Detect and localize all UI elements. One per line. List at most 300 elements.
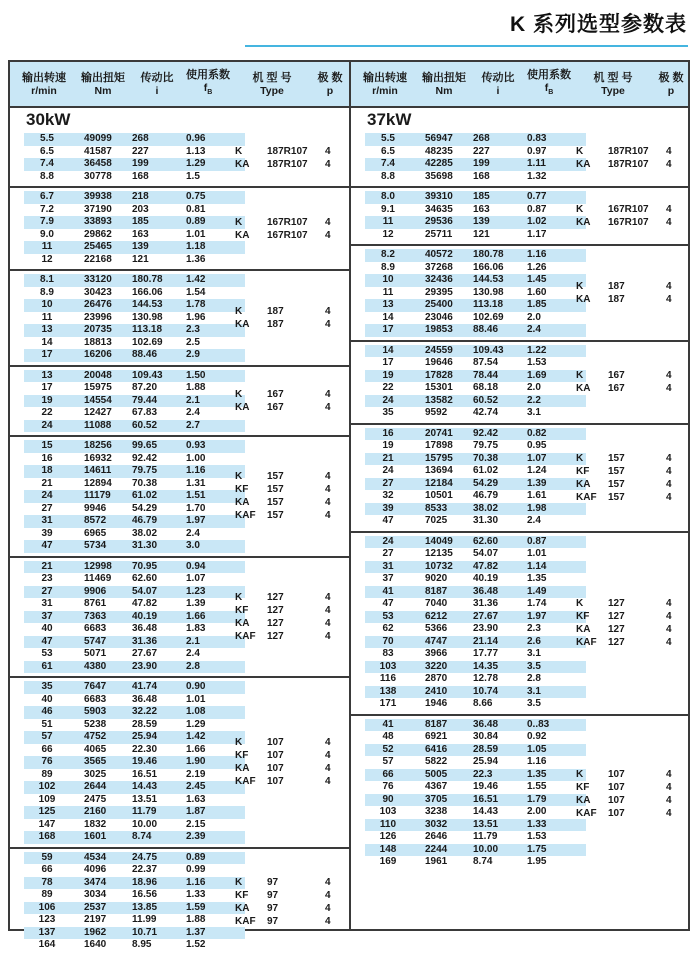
cell-output-speed: 15 (41, 440, 53, 451)
cell-output-speed: 47 (382, 598, 394, 609)
type-prefix: KAF (235, 510, 256, 522)
cell-output-speed: 7.9 (40, 216, 54, 227)
cell-ratio: 16.51 (473, 793, 499, 805)
cell-output-torque: 20741 (425, 427, 453, 439)
table-row (24, 191, 245, 204)
cell-service-factor: 0.92 (527, 731, 547, 742)
type-poles: 4 (325, 737, 331, 749)
cell-output-torque: 42285 (425, 158, 453, 169)
column-header-5 (308, 72, 352, 97)
cell-service-factor: 1.39 (186, 598, 206, 609)
cell-output-torque: 4367 (425, 781, 448, 792)
type-poles: 4 (666, 598, 672, 609)
type-model: 187R107 (267, 159, 308, 170)
cell-ratio: 12.78 (473, 673, 499, 684)
type-prefix: KAF (235, 630, 256, 642)
type-line (576, 216, 682, 229)
cell-output-speed: 8.9 (40, 286, 54, 298)
type-group (576, 130, 682, 186)
cell-ratio: 13.51 (473, 818, 499, 830)
table-row (24, 241, 245, 254)
column-header-sub-main: Type (260, 84, 284, 97)
column-header-sub (521, 82, 577, 99)
cell-output-speed: 41 (382, 718, 394, 730)
cell-output-torque: 22168 (84, 253, 112, 265)
cell-output-torque: 25711 (425, 228, 453, 240)
type-line (235, 915, 341, 928)
cell-ratio: 31.30 (132, 540, 158, 551)
cell-output-speed: 32 (382, 490, 394, 501)
cell-ratio: 79.75 (473, 440, 499, 451)
table-row (365, 249, 586, 262)
type-line (235, 509, 341, 522)
table-row (365, 407, 586, 420)
cell-service-factor: 1.97 (527, 610, 547, 622)
cell-ratio: 268 (132, 133, 149, 144)
cell-service-factor: 2.00 (527, 806, 547, 817)
type-line (235, 145, 341, 158)
table-row (24, 440, 245, 453)
type-prefix: KA (576, 293, 591, 305)
cell-ratio: 14.43 (132, 781, 158, 792)
cell-ratio: 36.48 (473, 718, 499, 730)
cell-service-factor: 1.16 (527, 249, 547, 260)
type-line (576, 636, 682, 649)
cell-service-factor: 2.45 (186, 781, 206, 792)
table-row (24, 889, 245, 902)
table-row (24, 706, 245, 719)
cell-service-factor: 0.89 (186, 851, 206, 863)
cell-output-speed: 47 (382, 515, 394, 526)
type-group (576, 533, 682, 714)
type-poles: 4 (325, 604, 331, 616)
cell-ratio: 46.79 (473, 490, 499, 501)
cell-ratio: 88.46 (132, 349, 158, 360)
type-poles: 4 (325, 510, 331, 522)
type-poles: 4 (666, 781, 672, 793)
column-header-sub-main: r/min (372, 84, 398, 97)
cell-service-factor: 1.87 (186, 806, 206, 817)
type-model: 167R107 (267, 229, 308, 241)
cell-output-speed: 8.2 (381, 249, 395, 260)
block-rows (365, 133, 586, 183)
cell-output-speed: 24 (41, 419, 53, 431)
cell-output-speed: 76 (41, 756, 53, 767)
type-model: 127 (608, 624, 625, 635)
type-poles: 4 (666, 204, 672, 215)
cell-ratio: 32.22 (132, 706, 158, 717)
cell-output-torque: 4534 (84, 851, 107, 863)
type-prefix: KA (576, 794, 591, 806)
column-header-3 (521, 69, 577, 99)
cell-output-speed: 52 (382, 743, 394, 755)
cell-output-torque: 5734 (84, 540, 107, 551)
type-poles: 4 (325, 776, 331, 788)
ratio-block-2 (10, 269, 349, 365)
cell-ratio: 87.54 (473, 357, 499, 368)
type-poles: 4 (666, 637, 672, 648)
table-row (24, 611, 245, 624)
cell-output-speed: 8.8 (40, 170, 54, 182)
type-prefix: KF (235, 484, 249, 496)
cell-output-speed: 39 (41, 527, 53, 539)
cell-output-torque: 32436 (425, 274, 453, 285)
cell-output-torque: 36458 (84, 158, 112, 169)
table-row (365, 744, 586, 757)
table-row (365, 440, 586, 453)
cell-output-speed: 9.0 (40, 228, 54, 240)
column-header-4 (577, 72, 649, 97)
cell-output-speed: 18 (41, 465, 53, 476)
table-row (24, 395, 245, 408)
table-row (365, 133, 586, 146)
column-header-1 (413, 72, 475, 97)
type-model: 107 (608, 781, 625, 793)
table-row (365, 465, 586, 478)
table-row (24, 349, 245, 362)
block-rows (24, 561, 245, 674)
column-header-cn: 机 型 号 (593, 71, 633, 84)
cell-service-factor: 1.49 (527, 585, 547, 597)
cell-service-factor: 2.6 (527, 635, 541, 647)
cell-ratio: 180.78 (473, 249, 504, 260)
table-row (24, 831, 245, 844)
cell-output-torque: 7647 (84, 681, 107, 692)
table-row (365, 146, 586, 159)
cell-output-torque: 6683 (84, 693, 107, 705)
cell-output-speed: 59 (41, 851, 53, 863)
cell-service-factor: 1.35 (527, 768, 547, 780)
type-prefix: K (235, 471, 243, 483)
type-prefix: KA (235, 902, 250, 914)
table-row (24, 287, 245, 300)
cell-ratio: 166.06 (473, 261, 504, 273)
cell-ratio: 113.18 (473, 299, 504, 310)
cell-output-speed: 31 (382, 560, 394, 572)
cell-output-torque: 8187 (425, 585, 448, 597)
cell-service-factor: 1.08 (186, 706, 206, 717)
column-header-cn: 机 型 号 (252, 71, 292, 84)
type-model: 167 (267, 401, 284, 413)
block-rows (24, 133, 245, 183)
cell-output-torque: 2160 (84, 806, 107, 817)
type-group (235, 849, 341, 955)
cell-output-speed: 126 (379, 831, 397, 842)
type-poles: 4 (325, 617, 331, 629)
cell-ratio: 41.74 (132, 681, 158, 692)
column-header-cn: 输出扭矩 (81, 71, 125, 84)
type-model: 187R107 (608, 146, 649, 157)
cell-output-torque: 20048 (84, 369, 112, 381)
type-poles: 4 (666, 383, 672, 394)
table-row (24, 465, 245, 478)
cell-ratio: 40.19 (132, 610, 158, 622)
table-row (365, 719, 586, 732)
cell-output-torque: 2644 (84, 781, 107, 792)
table-row (24, 756, 245, 769)
table-row (24, 939, 245, 952)
cell-service-factor: 0..83 (527, 718, 550, 730)
cell-service-factor: 1.97 (186, 515, 206, 526)
table-row (365, 478, 586, 491)
cell-ratio: 40.19 (473, 573, 499, 584)
cell-output-torque: 8761 (84, 598, 107, 609)
cell-output-speed: 148 (379, 843, 397, 855)
type-line (235, 749, 341, 762)
type-line (235, 401, 341, 414)
cell-output-torque: 17828 (425, 369, 453, 381)
table-row (24, 561, 245, 574)
cell-output-speed: 19 (41, 394, 53, 406)
cell-ratio: 11.79 (473, 831, 498, 842)
table-row (365, 831, 586, 844)
cell-ratio: 36.48 (132, 623, 158, 634)
type-poles: 4 (666, 293, 672, 305)
cell-output-torque: 25400 (425, 299, 453, 310)
table-row (24, 229, 245, 242)
cell-output-torque: 2475 (84, 793, 107, 805)
ratio-block-2 (351, 244, 688, 340)
column-header-cn: 使用系数 (186, 68, 230, 81)
table-row (365, 819, 586, 832)
cell-output-torque: 6212 (425, 610, 448, 622)
type-line (235, 902, 341, 915)
column-header-sub (180, 82, 236, 99)
type-prefix: KF (235, 889, 249, 901)
type-prefix: KA (235, 617, 250, 629)
cell-output-speed: 102 (38, 781, 56, 792)
column-header-sub-main: i (155, 84, 159, 97)
cell-output-torque: 3032 (425, 818, 448, 830)
table-row (365, 611, 586, 624)
table-row (365, 856, 586, 869)
table-row (365, 781, 586, 794)
cell-output-speed: 62 (382, 623, 394, 634)
type-poles: 4 (325, 318, 331, 330)
cell-ratio: 22.30 (132, 743, 158, 755)
type-model: 187 (608, 280, 625, 292)
cell-output-torque: 34635 (425, 203, 453, 215)
column-header-sub-script: B (548, 89, 554, 97)
table-row (365, 312, 586, 325)
column-header-sub (16, 85, 72, 97)
cell-ratio: 10.74 (473, 685, 499, 697)
cell-service-factor: 0.83 (527, 133, 547, 144)
cell-ratio: 60.52 (132, 419, 158, 431)
type-model: 107 (608, 794, 625, 806)
cell-output-speed: 24 (382, 535, 394, 547)
cell-service-factor: 1.63 (186, 793, 206, 805)
type-poles: 4 (325, 159, 331, 170)
cell-ratio: 99.65 (132, 440, 158, 451)
cell-ratio: 62.60 (132, 573, 158, 584)
cell-service-factor: 1.66 (186, 610, 206, 622)
column-header-sub-main: f (544, 81, 549, 94)
cell-ratio: 22.37 (132, 864, 158, 875)
type-group (235, 558, 341, 677)
type-line (576, 158, 682, 171)
table-row (24, 453, 245, 466)
block-rows (24, 440, 245, 553)
cell-output-speed: 19 (382, 369, 394, 381)
cell-ratio: 61.02 (132, 490, 158, 501)
type-group (576, 716, 682, 872)
table-row (24, 274, 245, 287)
cell-ratio: 27.67 (132, 648, 158, 659)
cell-ratio: 28.59 (473, 743, 499, 755)
type-model: 97 (267, 889, 279, 901)
cell-output-torque: 2410 (425, 685, 448, 697)
column-header-sub (236, 85, 308, 97)
cell-service-factor: 0.82 (527, 427, 547, 439)
cell-ratio: 102.69 (473, 311, 504, 323)
type-poles: 4 (325, 591, 331, 603)
cell-service-factor: 2.5 (186, 336, 200, 348)
type-model: 127 (267, 591, 284, 603)
cell-output-torque: 9592 (425, 407, 448, 418)
cell-service-factor: 0.99 (186, 864, 206, 875)
table-row (24, 420, 245, 433)
cell-output-torque: 5238 (84, 718, 107, 730)
table-body (351, 108, 688, 872)
cell-service-factor: 0.89 (186, 216, 206, 227)
cell-output-torque: 3474 (84, 876, 107, 888)
cell-output-torque: 1961 (425, 856, 448, 867)
cell-ratio: 16.51 (132, 768, 158, 780)
cell-output-speed: 61 (41, 660, 53, 672)
selection-table-frame (8, 60, 690, 950)
table-row (365, 216, 586, 229)
cell-ratio: 25.94 (132, 731, 158, 742)
cell-output-torque: 12894 (84, 477, 112, 489)
cell-service-factor: 1.5 (186, 170, 200, 182)
table-row (24, 204, 245, 217)
cell-service-factor: 3.0 (186, 540, 200, 551)
cell-service-factor: 1.02 (527, 216, 547, 227)
type-line (235, 158, 341, 171)
cell-ratio: 121 (473, 228, 490, 240)
cell-output-torque: 10501 (425, 490, 453, 501)
type-line (235, 470, 341, 483)
cell-output-torque: 8572 (84, 515, 107, 526)
column-header-sub-main: Type (601, 84, 625, 97)
cell-output-torque: 5366 (425, 623, 448, 634)
cell-output-torque: 23046 (425, 311, 453, 323)
cell-output-speed: 10 (382, 274, 394, 285)
cell-service-factor: 0.96 (186, 133, 206, 144)
cell-service-factor: 1.88 (186, 914, 206, 925)
column-header-cn: 传动比 (481, 71, 515, 84)
cell-service-factor: 0.95 (527, 440, 547, 451)
cell-ratio: 10.00 (473, 843, 499, 855)
cell-output-speed: 48 (382, 731, 394, 742)
cell-ratio: 8.66 (473, 698, 493, 709)
table-row (365, 382, 586, 395)
cell-service-factor: 1.55 (527, 781, 547, 792)
cell-ratio: 54.29 (132, 502, 158, 514)
cell-output-speed: 47 (41, 635, 53, 647)
table-row (24, 852, 245, 865)
table-row (24, 927, 245, 940)
type-prefix: KA (235, 401, 250, 413)
cell-service-factor: 1.32 (527, 170, 547, 182)
cell-service-factor: 1.24 (527, 465, 547, 476)
type-poles: 4 (325, 876, 331, 888)
type-line (576, 610, 682, 623)
column-header-1 (72, 72, 134, 97)
block-rows (365, 249, 586, 337)
cell-output-speed: 78 (41, 876, 53, 888)
cell-output-torque: 16206 (84, 349, 112, 360)
cell-service-factor: 3.1 (527, 407, 541, 418)
cell-service-factor: 1.13 (186, 145, 206, 157)
table-row (365, 844, 586, 857)
type-model: 97 (267, 902, 279, 914)
type-group (235, 130, 341, 186)
cell-output-speed: 7.4 (40, 158, 54, 169)
type-group (235, 367, 341, 436)
cell-output-speed: 138 (379, 685, 397, 697)
cell-output-torque: 19646 (425, 357, 453, 368)
table-row (24, 407, 245, 420)
cell-output-speed: 11 (41, 241, 53, 252)
cell-service-factor: 2.3 (186, 324, 200, 335)
type-line (235, 229, 341, 242)
cell-ratio: 87.20 (132, 382, 158, 393)
cell-service-factor: 2.4 (186, 527, 200, 539)
cell-service-factor: 1.79 (527, 793, 547, 805)
table-row (365, 191, 586, 204)
cell-ratio: 47.82 (132, 598, 158, 609)
cell-output-speed: 23 (41, 573, 53, 584)
cell-output-speed: 8.8 (381, 170, 395, 182)
cell-ratio: 13.51 (132, 793, 158, 805)
type-prefix: KF (576, 781, 590, 793)
type-model: 97 (267, 876, 279, 888)
cell-output-torque: 7363 (84, 610, 107, 622)
column-header-sub-main: r/min (31, 84, 57, 97)
cell-ratio: 31.36 (473, 598, 499, 609)
cell-ratio: 166.06 (132, 286, 163, 298)
type-line (235, 604, 341, 617)
cell-service-factor: 2.15 (186, 818, 206, 830)
cell-service-factor: 2.2 (527, 394, 541, 406)
cell-ratio: 102.69 (132, 336, 163, 348)
ratio-block-1 (351, 186, 688, 244)
type-group (235, 678, 341, 847)
cell-output-speed: 57 (41, 731, 53, 742)
type-model: 107 (608, 768, 625, 780)
column-header-sub (72, 85, 134, 97)
cell-ratio: 185 (473, 191, 490, 202)
cell-ratio: 199 (132, 158, 149, 169)
type-model: 157 (608, 478, 625, 490)
cell-output-torque: 5822 (425, 756, 448, 767)
cell-output-speed: 53 (41, 648, 53, 659)
cell-service-factor: 1.17 (527, 228, 547, 240)
cell-output-speed: 5.5 (381, 133, 395, 144)
cell-output-torque: 15301 (425, 382, 453, 393)
cell-ratio: 8.74 (132, 831, 152, 842)
type-prefix: K (235, 216, 243, 228)
cell-output-speed: 13 (41, 324, 53, 335)
cell-ratio: 109.43 (473, 344, 504, 356)
cell-ratio: 46.79 (132, 515, 158, 526)
type-line (235, 318, 341, 331)
column-header-cn: 输出扭矩 (422, 71, 466, 84)
cell-output-speed: 17 (382, 324, 394, 335)
cell-service-factor: 3.1 (527, 685, 541, 697)
